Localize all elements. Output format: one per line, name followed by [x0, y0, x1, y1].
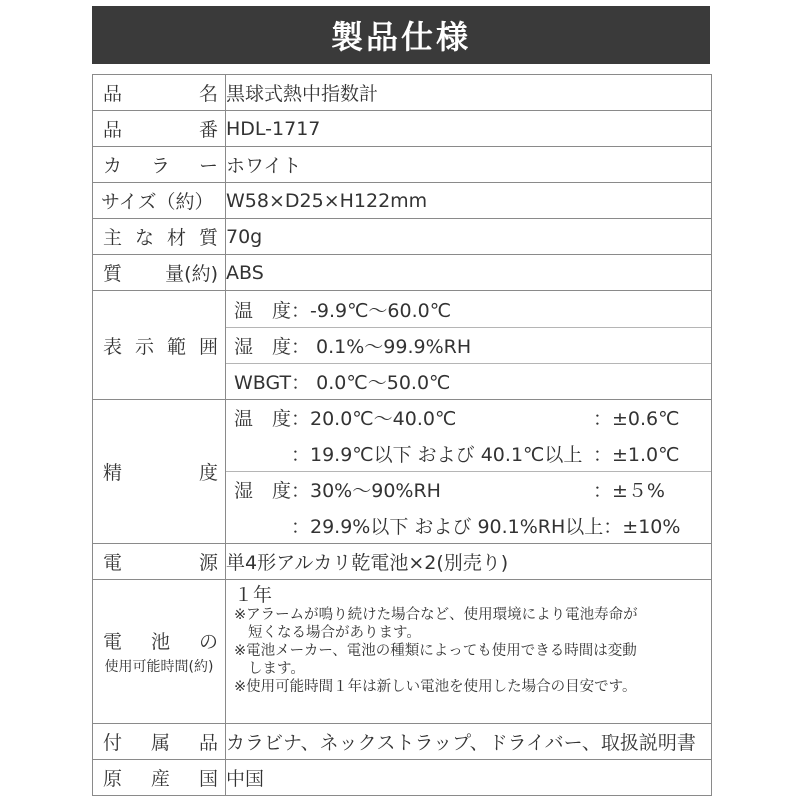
weight-value: ABS [226, 255, 712, 291]
color-value: ホワイト [226, 147, 712, 183]
spec-row-name [93, 75, 712, 111]
spec-table [92, 74, 712, 796]
spec-row-size [93, 183, 712, 219]
origin-value: 中国 [226, 760, 712, 796]
row-label: サイズ（約） [101, 191, 214, 213]
accuracy-hum-tolerance: ：±10% [603, 515, 681, 538]
spec-row-color [93, 147, 712, 183]
battery-note: ※アラームが鳴り続けた場合など、使用環境により電池寿命が [234, 607, 638, 623]
spec-row-accuracy [93, 400, 712, 544]
spec-title-bar [92, 6, 710, 64]
accuracy-temperature [226, 400, 711, 471]
accuracy-hum-range: ：29.9%以下 および 90.1%RH以上 [234, 515, 604, 538]
accuracy-temp-tolerance: ：±1.0℃ [593, 443, 680, 466]
accuracy-hum-range: 湿 度：30%～90%RH [234, 480, 441, 503]
row-label: 質 量(約) [103, 263, 218, 285]
spec-row-model [93, 111, 712, 147]
model-number-value: HDL-1717 [226, 111, 712, 147]
size-value: W58×D25×H122mm [226, 183, 712, 219]
spec-row-material [93, 219, 712, 255]
display-wbgt: WBGT： 0.0℃～50.0℃ [226, 363, 711, 399]
battery-sublabel: 使用可能時間(約) [104, 659, 214, 675]
row-label: 原 産 国 [103, 768, 218, 790]
battery-note: 短くなる場合があります。 [248, 625, 421, 641]
row-label: カ ラ ー [103, 155, 218, 177]
row-label: 付 属 品 [103, 732, 218, 754]
display-temp: 温 度：-9.9℃～60.0℃ [234, 299, 452, 322]
row-label: 電 源 [103, 552, 218, 574]
display-humidity: 湿 度： 0.1%～99.9%RH [226, 327, 711, 363]
battery-note: ※電池メーカー、電池の種類によっても使用できる時間は変動 [234, 643, 637, 659]
accuracy-temp-tolerance: ：±0.6℃ [593, 408, 680, 431]
spec-row-battery [93, 580, 712, 724]
row-label: 主 な 材 質 [103, 227, 218, 249]
spec-row-accessories [93, 724, 712, 760]
row-label: 表 示 範 囲 [103, 335, 218, 358]
spec-row-display-range [93, 291, 712, 400]
battery-life-value: １年 [234, 584, 273, 606]
row-label: 品 名 [103, 83, 218, 105]
spec-row-power [93, 544, 712, 580]
power-value: 単4形アルカリ乾電池×2(別売り) [226, 544, 712, 580]
accessories-value: カラビナ、ネックストラップ、ドライバー、取扱説明書 [226, 724, 712, 760]
material-value: 70g [226, 219, 712, 255]
page-title: 製品仕様 [330, 18, 471, 56]
accuracy-temp-range: ：19.9℃以下 および 40.1℃以上 [234, 443, 583, 466]
accuracy-humidity [226, 471, 711, 543]
accuracy-temp-range: 温 度：20.0℃～40.0℃ [234, 408, 457, 431]
accuracy-hum-tolerance: ：±５% [593, 480, 665, 503]
row-label: 品 番 [103, 119, 218, 141]
battery-note: ※使用可能時間１年は新しい電池を使用した場合の目安です。 [234, 679, 637, 695]
spec-row-origin [93, 760, 712, 796]
battery-note: します。 [248, 661, 305, 677]
spec-row-weight [93, 255, 712, 291]
product-name-value: 黒球式熱中指数計 [226, 75, 712, 111]
row-label: 電 池 の [103, 631, 218, 653]
row-label: 精 度 [103, 462, 218, 484]
